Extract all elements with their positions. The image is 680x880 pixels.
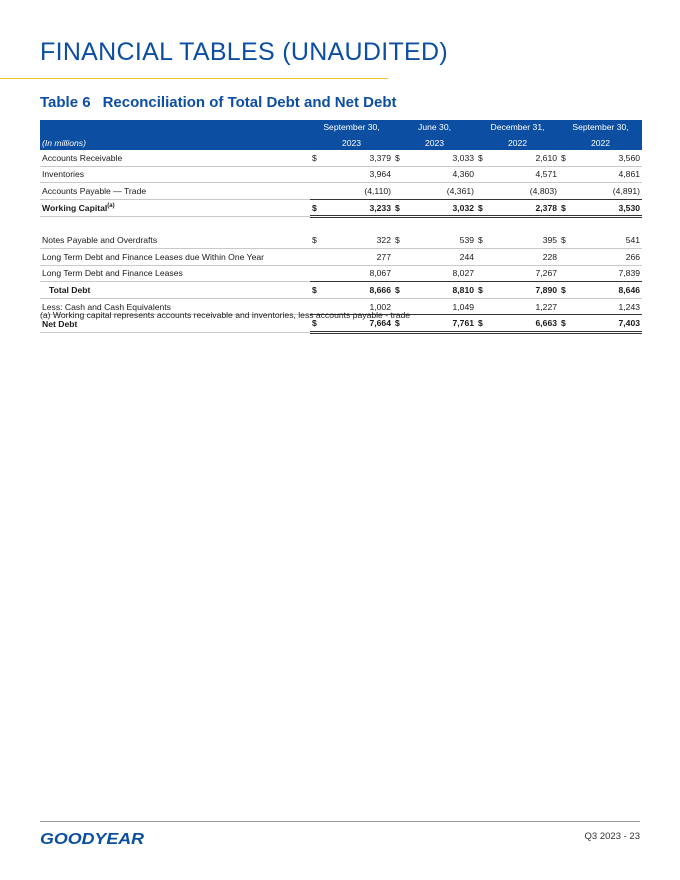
column-year-sep-2022: 2022: [559, 135, 642, 150]
row-label: Less: Cash and Cash Equivalents: [40, 298, 310, 315]
cell-value: 3,560: [571, 150, 642, 166]
cell-value: 1,049: [405, 298, 476, 315]
cell-value: 541: [571, 232, 642, 248]
cell-value: 3,233: [322, 199, 393, 217]
table-row-total-debt: [40, 282, 642, 299]
page-title: FINANCIAL TABLES (UNAUDITED): [40, 38, 448, 66]
cell-value: 395: [488, 232, 559, 248]
table-row: [40, 265, 642, 282]
row-label: Accounts Payable — Trade: [40, 183, 310, 200]
currency-symbol: $: [310, 232, 322, 248]
unit-label: (In millions): [40, 135, 310, 150]
header-row-years: [40, 135, 642, 150]
cell-value: 539: [405, 232, 476, 248]
table-row: [40, 232, 642, 248]
cell-value: 8,067: [322, 265, 393, 282]
cell-value: 1,002: [322, 298, 393, 315]
table-row-working-capital: [40, 199, 642, 217]
cell-value: 8,810: [405, 282, 476, 299]
column-header-jun-2023: June 30,: [393, 120, 476, 135]
footnote-ref: (a): [107, 203, 115, 210]
cell-value: 8,646: [571, 282, 642, 299]
header-row-dates: [40, 120, 642, 135]
goodyear-logo: [40, 827, 150, 849]
currency-symbol: $: [476, 282, 488, 299]
currency-symbol: $: [393, 150, 405, 166]
cell-value: 244: [405, 248, 476, 265]
table-row: [40, 183, 642, 200]
currency-symbol: $: [559, 282, 571, 299]
footnote: (a) Working capital represents accounts receivable and inventories, less accounts payable - trade: [40, 310, 411, 320]
cell-value: (4,803): [488, 183, 559, 200]
header-blank: [40, 120, 310, 135]
cell-value: 7,403: [571, 315, 642, 333]
currency-symbol: $: [476, 150, 488, 166]
cell-value: 277: [322, 248, 393, 265]
cell-value: 3,379: [322, 150, 393, 166]
row-label: Long Term Debt and Finance Leases due Within One Year: [40, 248, 310, 265]
row-label: Total Debt: [40, 282, 310, 299]
row-label: Accounts Receivable: [40, 150, 310, 166]
cell-value: 7,890: [488, 282, 559, 299]
cell-value: 2,610: [488, 150, 559, 166]
currency-symbol: $: [393, 315, 405, 333]
cell-value: 4,861: [571, 166, 642, 183]
cell-value: 228: [488, 248, 559, 265]
cell-value: 1,243: [571, 298, 642, 315]
footer-divider: [40, 821, 640, 822]
table-row: [40, 150, 642, 166]
currency-symbol: $: [310, 199, 322, 217]
cell-value: 4,360: [405, 166, 476, 183]
row-label: Working Capital$^{(a)}$: [40, 199, 310, 217]
column-header-sep-2023: September 30,: [310, 120, 393, 135]
cell-value: 4,571: [488, 166, 559, 183]
currency-symbol: $: [310, 315, 322, 333]
currency-symbol: $: [310, 282, 322, 299]
table-heading: [40, 94, 396, 111]
currency-symbol: $: [476, 232, 488, 248]
row-label: Notes Payable and Overdrafts: [40, 232, 310, 248]
currency-symbol: $: [559, 315, 571, 333]
currency-symbol: $: [393, 199, 405, 217]
cell-value: 7,761: [405, 315, 476, 333]
row-label: Long Term Debt and Finance Leases: [40, 265, 310, 282]
cell-value: 266: [571, 248, 642, 265]
cell-value: (4,361): [405, 183, 476, 200]
title-underline: [0, 78, 388, 79]
column-header-dec-2022: December 31,: [476, 120, 559, 135]
cell-value: 3,032: [405, 199, 476, 217]
currency-symbol: $: [393, 232, 405, 248]
cell-value: (4,110): [322, 183, 393, 200]
cell-value: 8,666: [322, 282, 393, 299]
table-title: Reconciliation of Total Debt and Net Debt: [102, 94, 397, 111]
row-label: Inventories: [40, 166, 310, 183]
cell-value: 3,964: [322, 166, 393, 183]
table-spacer: [40, 217, 642, 233]
cell-value: 3,033: [405, 150, 476, 166]
table-row: [40, 166, 642, 183]
table-row: [40, 248, 642, 265]
cell-value: 8,027: [405, 265, 476, 282]
cell-value: 7,664: [322, 315, 393, 333]
page-number: Q3 2023 - 23: [584, 831, 640, 842]
column-year-dec-2022: 2022: [476, 135, 559, 150]
currency-symbol: $: [310, 150, 322, 166]
cell-value: 7,839: [571, 265, 642, 282]
currency-symbol: $: [476, 315, 488, 333]
cell-value: 2,378: [488, 199, 559, 217]
currency-symbol: $: [393, 282, 405, 299]
column-header-sep-2022: September 30,: [559, 120, 642, 135]
column-year-jun-2023: 2023: [393, 135, 476, 150]
cell-value: (4,891): [571, 183, 642, 200]
currency-symbol: $: [559, 199, 571, 217]
currency-symbol: $: [559, 150, 571, 166]
logo-wordmark: GOODYEAR: [40, 831, 145, 848]
currency-symbol: $: [559, 232, 571, 248]
cell-value: 7,267: [488, 265, 559, 282]
cell-value: 3,530: [571, 199, 642, 217]
currency-symbol: $: [476, 199, 488, 217]
table-number: Table 6: [40, 94, 91, 111]
cell-value: 6,663: [488, 315, 559, 333]
cell-value: 1,227: [488, 298, 559, 315]
cell-value: 322: [322, 232, 393, 248]
column-year-sep-2023: 2023: [310, 135, 393, 150]
row-label: Net Debt: [40, 315, 310, 333]
debt-reconciliation-table: [40, 120, 642, 334]
